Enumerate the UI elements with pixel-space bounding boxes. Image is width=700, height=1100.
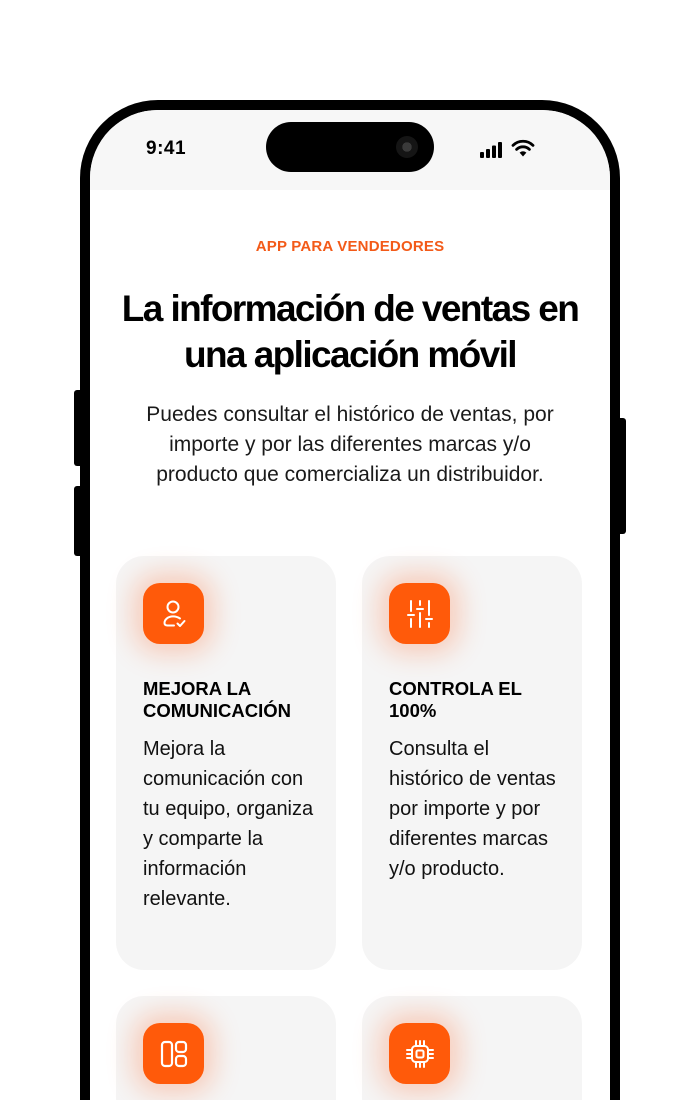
intro-text: Puedes consultar el histórico de ventas, por importe y por las diferentes marcas y/o producto que comercializa un distribuidor. [146,403,554,486]
page-title: La información de ventas en una aplicación móvil [121,288,579,375]
feature-description: Mejora la comunicación con tu equipo, organiza y comparte la información relevante. [143,738,314,910]
phone-frame [80,100,620,1100]
dynamic-island [266,122,434,172]
cpu-chip-icon [389,1023,450,1084]
sliders-icon [389,583,450,644]
user-check-icon [143,583,204,644]
feature-card-communication [116,556,336,970]
feature-description: Consulta el histórico de ventas por importe y por diferentes marcas y/o producto. [389,738,556,880]
feature-card-chip [362,996,582,1100]
cellular-signal-icon [480,142,504,158]
feature-title: CONTROLA EL 100% [389,678,522,721]
phone-screen [90,110,610,1100]
status-bar [90,110,610,190]
section-eyebrow: APP PARA VENDEDORES [255,238,445,255]
layout-dashboard-icon [143,1023,204,1084]
feature-card-control [362,556,582,970]
status-time: 9:41 [146,138,187,159]
wifi-icon [511,139,535,157]
feature-title: MEJORA LA COMUNICACIÓN [143,678,291,721]
feature-card-dashboard [116,996,336,1100]
camera-icon [396,136,418,158]
